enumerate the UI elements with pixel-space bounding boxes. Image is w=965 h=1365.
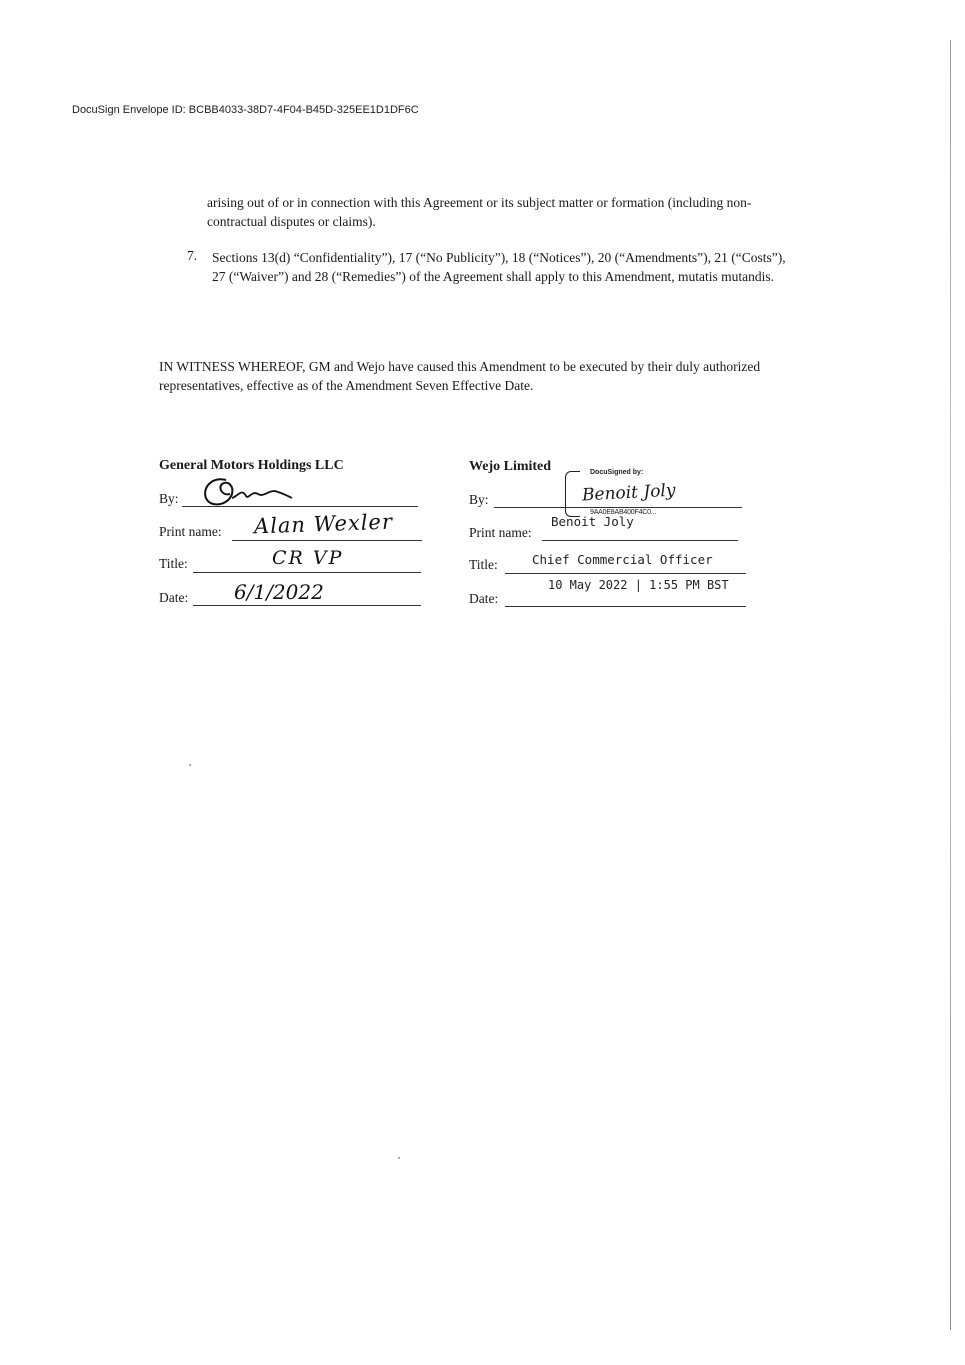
- gm-party-name: General Motors Holdings LLC: [159, 458, 344, 473]
- wejo-print-name-line: [542, 540, 738, 541]
- gm-by-label: By:: [159, 491, 179, 506]
- wejo-by-label: By:: [469, 492, 489, 507]
- scan-speck: [189, 764, 191, 766]
- gm-print-name-label: Print name:: [159, 524, 222, 539]
- wejo-print-name-label: Print name:: [469, 525, 532, 540]
- paragraph-continuation: arising out of or in connection with this Agreement or its subject matter or formation (including non-contractual disputes or claims).: [207, 195, 752, 229]
- gm-title-value: CR VP: [272, 547, 344, 569]
- gm-title-line: [193, 572, 421, 573]
- wejo-date-line: [505, 606, 746, 607]
- wejo-title-value: Chief Commercial Officer: [532, 552, 713, 567]
- gm-date-label: Date:: [159, 590, 189, 605]
- wejo-title-label: Title:: [469, 557, 498, 572]
- wejo-by-line: [494, 507, 742, 508]
- gm-date-value: 6/1/2022: [234, 580, 324, 604]
- gm-signature-icon: [198, 474, 298, 512]
- wejo-party-name: Wejo Limited: [469, 459, 552, 474]
- gm-title-label: Title:: [159, 556, 188, 571]
- gm-print-name-line: [232, 540, 422, 541]
- wejo-print-name-value: Benoit Joly: [551, 514, 634, 529]
- docusign-bracket: [565, 471, 580, 517]
- item-number: 7.: [187, 248, 198, 263]
- wejo-date-label: Date:: [469, 591, 499, 606]
- gm-print-name-value: Alan Wexler: [253, 509, 394, 539]
- wejo-title-line: [505, 573, 746, 574]
- scan-speck: [398, 1157, 400, 1159]
- wejo-signature: Benoit Joly: [581, 480, 676, 506]
- scan-edge-line: [950, 40, 951, 1330]
- docusign-signature-id: 9AA0E8AB400F4C0...: [590, 509, 657, 516]
- docusign-envelope-id: DocuSign Envelope ID: BCBB4033-38D7-4F04-B45D-325EE1D1DF6C: [72, 104, 419, 116]
- witness-clause: IN WITNESS WHEREOF, GM and Wejo have caused this Amendment to be executed by their duly authorized representatives, effective as of the Amendment Seven Effective Date.: [159, 359, 761, 393]
- wejo-date-value: 10 May 2022 | 1:55 PM BST: [548, 578, 729, 592]
- item-text: Sections 13(d) “Confidentiality”), 17 (“No Publicity”), 18 (“Notices”), 20 (“Amendments”), 21 (“Costs”), 27 (“Waiver”) and 28 (“Remedies”) of the Agreement shall apply to this Amendment, mutatis mutandis.: [212, 250, 786, 284]
- gm-date-line: [193, 605, 421, 606]
- docusigned-by-label: DocuSigned by:: [590, 469, 644, 476]
